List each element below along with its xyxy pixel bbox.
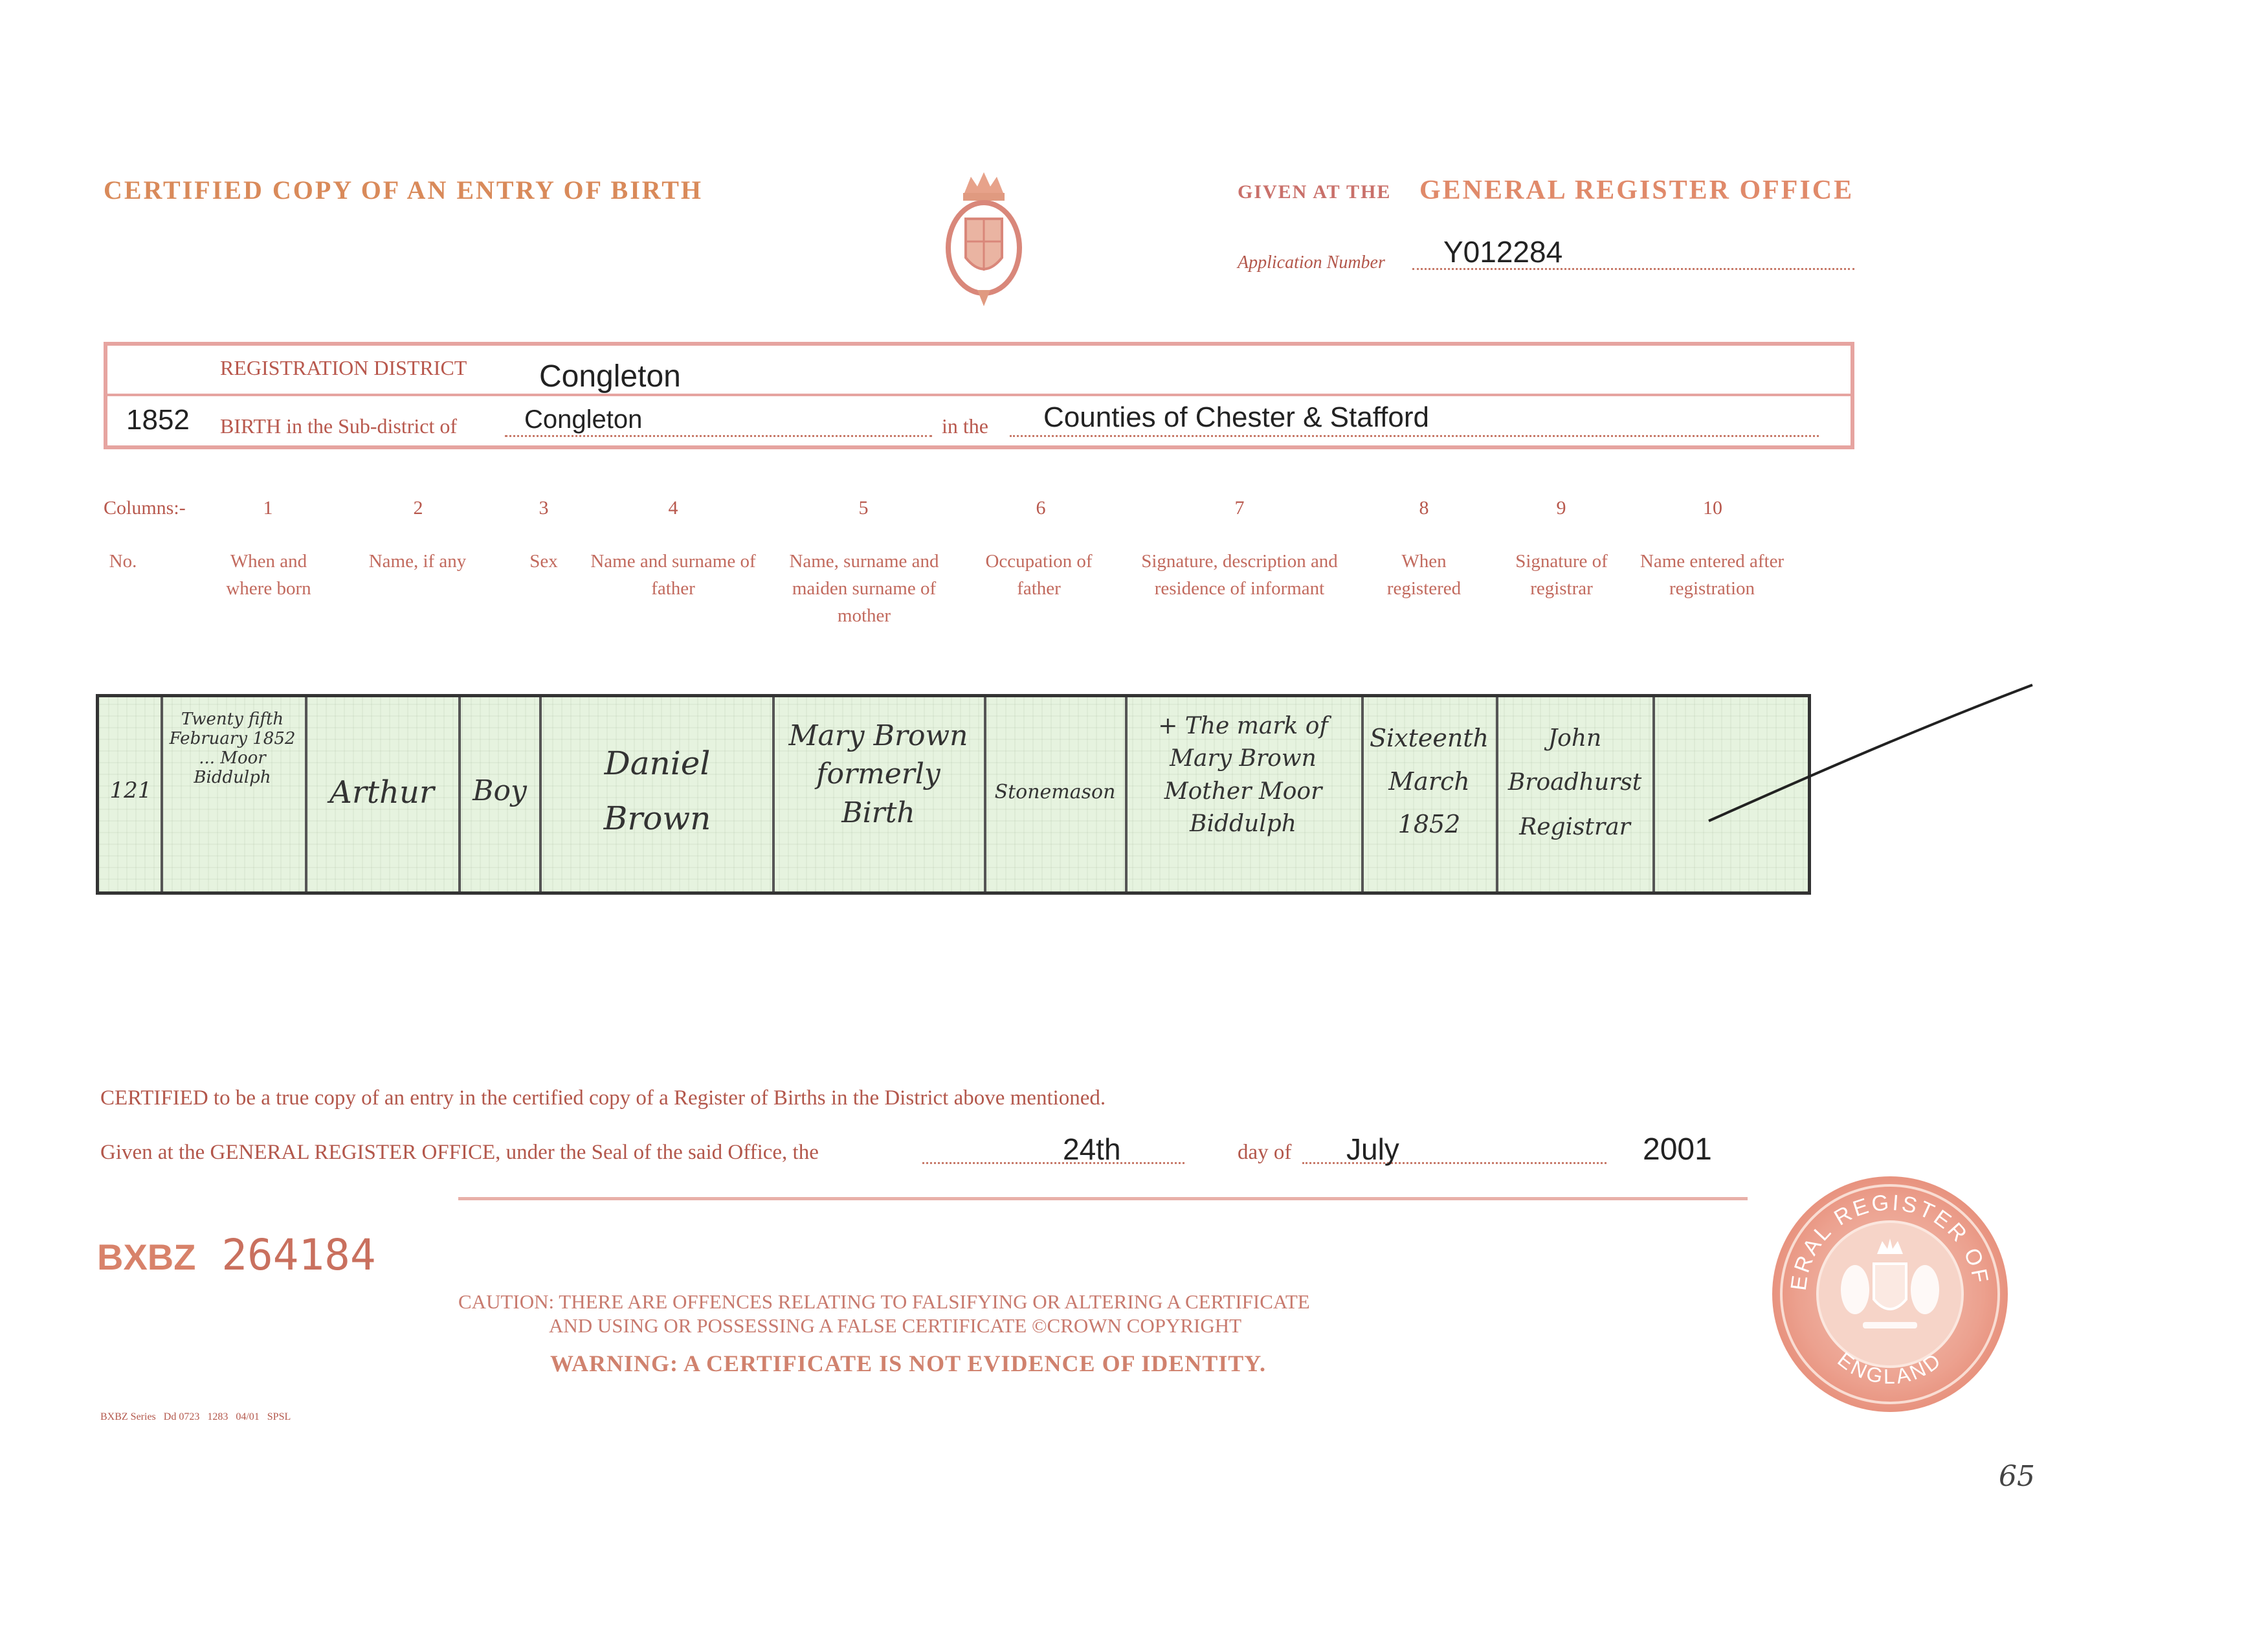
column-number: 1 bbox=[263, 497, 273, 519]
entry-registrar: John Broadhurst Registrar bbox=[1507, 725, 1642, 840]
column-number: 6 bbox=[1036, 497, 1046, 519]
column-number: 10 bbox=[1703, 497, 1722, 519]
column-header-when-registered: When registered bbox=[1386, 551, 1462, 599]
caution-line-1: CAUTION: THERE ARE OFFENCES RELATING TO FALSIFYING OR ALTERING A CERTIFICATE bbox=[458, 1290, 1310, 1313]
sub-district-line bbox=[505, 435, 932, 437]
column-number: 7 bbox=[1234, 497, 1245, 519]
seal-text-top: ERAL REGISTER OF bbox=[1786, 1190, 1994, 1292]
column-header-registrar: Signature of registrar bbox=[1515, 551, 1608, 599]
column-number: 3 bbox=[539, 497, 549, 519]
district-value: Congleton bbox=[539, 359, 681, 394]
caution-line-2: AND USING OR POSSESSING A FALSE CERTIFICATE ©CROWN COPYRIGHT bbox=[549, 1314, 1242, 1337]
signature-rule bbox=[458, 1197, 1748, 1200]
seal-text-bottom: ENGLAND bbox=[1833, 1347, 1947, 1389]
county-line bbox=[1010, 435, 1819, 437]
register-office-seal bbox=[1772, 1176, 2008, 1412]
county-value: Counties of Chester & Stafford bbox=[1043, 401, 1429, 433]
entry-name: Arthur bbox=[329, 774, 434, 811]
given-at-prefix: GIVEN AT THE bbox=[1238, 181, 1392, 203]
footer-code: BXBZ Series Dd 0723 1283 04/01 SPSL bbox=[100, 1411, 291, 1422]
corner-pencil-mark: 65 bbox=[1999, 1460, 2035, 1493]
column-header-name: Name, if any bbox=[368, 551, 467, 572]
entry-when-registered: Sixteenth March 1852 bbox=[1369, 724, 1489, 838]
in-the-label: in the bbox=[942, 414, 988, 438]
certification-month: July bbox=[1346, 1132, 1399, 1166]
certification-year: 2001 bbox=[1643, 1132, 1712, 1167]
day-of-label: day of bbox=[1238, 1141, 1292, 1164]
column-header-father: Name and surname of father bbox=[590, 551, 756, 599]
entry-when-where: Twenty fifth February 1852 ... Moor Biddulph bbox=[169, 710, 296, 787]
column-header-occupation: Occupation of father bbox=[985, 551, 1093, 599]
entry-father: Daniel Brown bbox=[603, 745, 711, 837]
serial-prefix: BXBZ bbox=[97, 1237, 196, 1277]
column-header-name-after: Name entered after registration bbox=[1640, 551, 1784, 599]
given-at-office: GENERAL REGISTER OFFICE bbox=[1419, 175, 1854, 205]
sub-district-value: Congleton bbox=[524, 405, 643, 434]
column-number: 8 bbox=[1419, 497, 1429, 519]
column-number: 2 bbox=[413, 497, 423, 519]
columns-label: Columns:- bbox=[104, 497, 186, 519]
serial-digits: 264184 bbox=[221, 1230, 376, 1280]
column-number: 5 bbox=[858, 497, 869, 519]
register-entry-row bbox=[96, 694, 1811, 895]
column-header-no: No. bbox=[109, 551, 137, 572]
entry-mother: Mary Brown formerly Birth bbox=[788, 719, 968, 829]
entry-no: 121 bbox=[109, 778, 152, 803]
birth-label: BIRTH in the Sub-district of bbox=[220, 414, 458, 438]
registration-year: 1852 bbox=[126, 404, 190, 436]
entry-informant: + The mark of Mary Brown Mother Moor Biddulph bbox=[1158, 713, 1328, 838]
column-header-informant: Signature, description and residence of informant bbox=[1141, 551, 1338, 599]
cancellation-stroke bbox=[1696, 673, 2039, 829]
entry-occupation: Stonemason bbox=[994, 781, 1116, 803]
column-header-when-where: When and where born bbox=[226, 551, 311, 599]
entry-sex: Boy bbox=[472, 774, 527, 807]
certification-line-1: CERTIFIED to be a true copy of an entry in the certified copy of a Register of Births in the District above mentioned. bbox=[100, 1086, 1106, 1110]
district-label: REGISTRATION DISTRICT bbox=[220, 356, 467, 379]
application-label: Application Number bbox=[1238, 252, 1385, 273]
registration-divider bbox=[107, 394, 1851, 396]
royal-crest-icon bbox=[939, 167, 1029, 313]
column-number: 4 bbox=[668, 497, 678, 519]
certification-day: 24th bbox=[1063, 1132, 1121, 1166]
column-header-mother: Name, surname and maiden surname of mother bbox=[789, 551, 939, 626]
application-number: Y012284 bbox=[1443, 235, 1563, 269]
identity-warning: WARNING: A CERTIFICATE IS NOT EVIDENCE OF IDENTITY. bbox=[550, 1350, 1266, 1376]
certificate-title: CERTIFIED COPY OF AN ENTRY OF BIRTH bbox=[104, 175, 704, 205]
certification-line-2: Given at the GENERAL REGISTER OFFICE, under the Seal of the said Office, the bbox=[100, 1141, 819, 1164]
serial-number bbox=[97, 1230, 376, 1280]
column-number: 9 bbox=[1556, 497, 1566, 519]
column-header-sex: Sex bbox=[529, 551, 558, 572]
day-line bbox=[922, 1162, 1184, 1164]
